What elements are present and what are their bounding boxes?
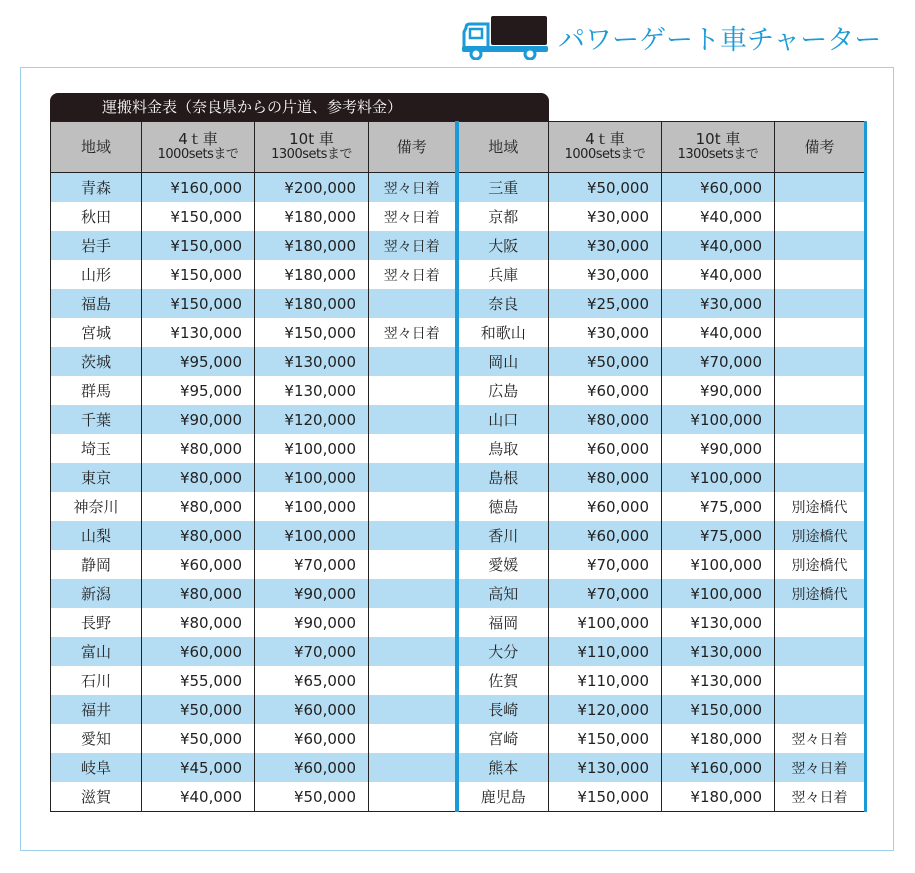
region-cell: 大分	[457, 637, 549, 666]
region-cell: 長野	[51, 608, 142, 637]
note-cell	[369, 434, 457, 463]
price-4t-cell: ¥130,000	[142, 318, 255, 347]
note-cell	[775, 289, 866, 318]
price-4t-cell: ¥100,000	[549, 608, 662, 637]
region-cell: 三重	[457, 173, 549, 203]
price-10t-cell: ¥180,000	[255, 289, 369, 318]
note-cell: 別途橋代	[775, 492, 866, 521]
price-4t-cell: ¥60,000	[549, 492, 662, 521]
table-row	[51, 405, 866, 434]
price-10t-cell: ¥70,000	[255, 550, 369, 579]
table-row	[51, 434, 866, 463]
price-4t-cell: ¥80,000	[142, 608, 255, 637]
region-cell: 熊本	[457, 753, 549, 782]
header-4t-right	[549, 122, 662, 173]
price-4t-cell: ¥50,000	[142, 695, 255, 724]
price-10t-cell: ¥130,000	[255, 347, 369, 376]
note-cell	[775, 173, 866, 203]
price-4t-cell: ¥150,000	[142, 231, 255, 260]
note-cell	[369, 637, 457, 666]
header-note-right: 備考	[775, 122, 866, 173]
note-cell: 翌々日着	[369, 260, 457, 289]
note-cell	[775, 637, 866, 666]
region-cell: 千葉	[51, 405, 142, 434]
note-cell: 翌々日着	[775, 753, 866, 782]
price-10t-cell: ¥30,000	[662, 289, 775, 318]
region-cell: 富山	[51, 637, 142, 666]
price-4t-cell: ¥150,000	[549, 724, 662, 753]
price-10t-cell: ¥130,000	[662, 637, 775, 666]
table-row	[51, 724, 866, 753]
note-cell: 別途橋代	[775, 579, 866, 608]
price-10t-cell: ¥40,000	[662, 260, 775, 289]
price-10t-cell: ¥90,000	[255, 579, 369, 608]
region-cell: 島根	[457, 463, 549, 492]
table-row	[51, 347, 866, 376]
region-cell: 山形	[51, 260, 142, 289]
note-cell	[775, 434, 866, 463]
price-4t-cell: ¥80,000	[142, 463, 255, 492]
table-row	[51, 753, 866, 782]
region-cell: 愛媛	[457, 550, 549, 579]
price-10t-cell: ¥180,000	[255, 202, 369, 231]
header-4t-capacity: 1000setsまで	[157, 147, 239, 162]
price-10t-cell: ¥40,000	[662, 318, 775, 347]
header-4t-title: 4ｔ車	[585, 130, 625, 148]
note-cell	[369, 347, 457, 376]
price-10t-cell: ¥180,000	[255, 260, 369, 289]
price-4t-cell: ¥150,000	[142, 202, 255, 231]
header-10t-capacity: 1300setsまで	[677, 147, 759, 162]
note-cell	[369, 724, 457, 753]
note-cell	[369, 666, 457, 695]
table-row	[51, 260, 866, 289]
note-cell	[369, 521, 457, 550]
region-cell: 神奈川	[51, 492, 142, 521]
table-row	[51, 695, 866, 724]
price-10t-cell: ¥50,000	[255, 782, 369, 812]
table-row	[51, 202, 866, 231]
table-row	[51, 289, 866, 318]
header-region-right: 地域	[457, 122, 549, 173]
price-4t-cell: ¥55,000	[142, 666, 255, 695]
note-cell	[775, 376, 866, 405]
price-10t-cell: ¥75,000	[662, 492, 775, 521]
region-cell: 滋賀	[51, 782, 142, 812]
region-cell: 鹿児島	[457, 782, 549, 812]
price-4t-cell: ¥130,000	[549, 753, 662, 782]
note-cell: 翌々日着	[775, 782, 866, 812]
note-cell: 別途橋代	[775, 550, 866, 579]
header-10t-right	[662, 122, 775, 173]
region-cell: 和歌山	[457, 318, 549, 347]
table-row	[51, 173, 866, 203]
price-10t-cell: ¥90,000	[662, 376, 775, 405]
region-cell: 鳥取	[457, 434, 549, 463]
note-cell	[775, 318, 866, 347]
region-cell: 大阪	[457, 231, 549, 260]
price-4t-cell: ¥60,000	[549, 434, 662, 463]
price-4t-cell: ¥150,000	[142, 260, 255, 289]
region-cell: 青森	[51, 173, 142, 203]
note-cell	[775, 608, 866, 637]
note-cell	[775, 260, 866, 289]
region-cell: 岡山	[457, 347, 549, 376]
region-cell: 奈良	[457, 289, 549, 318]
region-cell: 山梨	[51, 521, 142, 550]
header-10t-left	[255, 122, 369, 173]
price-10t-cell: ¥150,000	[662, 695, 775, 724]
price-10t-cell: ¥70,000	[662, 347, 775, 376]
price-10t-cell: ¥130,000	[662, 666, 775, 695]
header-4t-left	[142, 122, 255, 173]
region-cell: 長崎	[457, 695, 549, 724]
price-table-wrapper	[50, 121, 867, 812]
note-cell: 翌々日着	[369, 173, 457, 203]
price-10t-cell: ¥90,000	[255, 608, 369, 637]
region-cell: 岩手	[51, 231, 142, 260]
price-10t-cell: ¥180,000	[662, 724, 775, 753]
table-header-row	[51, 122, 866, 173]
price-10t-cell: ¥70,000	[255, 637, 369, 666]
price-10t-cell: ¥130,000	[662, 608, 775, 637]
region-cell: 群馬	[51, 376, 142, 405]
note-cell	[369, 289, 457, 318]
table-row	[51, 492, 866, 521]
price-4t-cell: ¥45,000	[142, 753, 255, 782]
price-10t-cell: ¥65,000	[255, 666, 369, 695]
region-cell: 秋田	[51, 202, 142, 231]
region-cell: 茨城	[51, 347, 142, 376]
note-cell	[775, 347, 866, 376]
note-cell	[369, 405, 457, 434]
table-body	[51, 173, 866, 812]
price-10t-cell: ¥90,000	[662, 434, 775, 463]
price-10t-cell: ¥180,000	[255, 231, 369, 260]
price-10t-cell: ¥100,000	[255, 463, 369, 492]
header-10t-title: 10t 車	[289, 130, 334, 148]
note-cell: 翌々日着	[369, 202, 457, 231]
region-cell: 山口	[457, 405, 549, 434]
header-10t-capacity: 1300setsまで	[271, 147, 352, 162]
note-cell: 翌々日着	[369, 318, 457, 347]
region-cell: 宮崎	[457, 724, 549, 753]
price-4t-cell: ¥30,000	[549, 318, 662, 347]
price-10t-cell: ¥100,000	[662, 579, 775, 608]
header-region-left: 地域	[51, 122, 142, 173]
price-10t-cell: ¥100,000	[255, 434, 369, 463]
table-title: 運搬料金表（奈良県からの片道、参考料金）	[50, 93, 549, 121]
price-4t-cell: ¥30,000	[549, 231, 662, 260]
region-cell: 東京	[51, 463, 142, 492]
table-row	[51, 521, 866, 550]
note-cell	[775, 695, 866, 724]
region-cell: 京都	[457, 202, 549, 231]
region-cell: 兵庫	[457, 260, 549, 289]
price-4t-cell: ¥95,000	[142, 376, 255, 405]
price-4t-cell: ¥40,000	[142, 782, 255, 812]
table-row	[51, 608, 866, 637]
price-4t-cell: ¥110,000	[549, 666, 662, 695]
price-4t-cell: ¥110,000	[549, 637, 662, 666]
price-4t-cell: ¥60,000	[142, 637, 255, 666]
note-cell: 翌々日着	[775, 724, 866, 753]
region-cell: 福井	[51, 695, 142, 724]
table-row	[51, 579, 866, 608]
table-row	[51, 318, 866, 347]
price-10t-cell: ¥100,000	[662, 405, 775, 434]
price-4t-cell: ¥70,000	[549, 550, 662, 579]
table-row	[51, 782, 866, 812]
header-4t-capacity: 1000setsまで	[564, 147, 646, 162]
region-cell: 福島	[51, 289, 142, 318]
table-row	[51, 637, 866, 666]
price-4t-cell: ¥160,000	[142, 173, 255, 203]
region-cell: 香川	[457, 521, 549, 550]
note-cell	[369, 550, 457, 579]
price-10t-cell: ¥75,000	[662, 521, 775, 550]
price-4t-cell: ¥25,000	[549, 289, 662, 318]
price-4t-cell: ¥90,000	[142, 405, 255, 434]
table-row	[51, 231, 866, 260]
table-row	[51, 550, 866, 579]
note-cell	[775, 666, 866, 695]
region-cell: 福岡	[457, 608, 549, 637]
note-cell	[369, 695, 457, 724]
price-10t-cell: ¥160,000	[662, 753, 775, 782]
price-10t-cell: ¥60,000	[255, 695, 369, 724]
price-4t-cell: ¥95,000	[142, 347, 255, 376]
region-cell: 静岡	[51, 550, 142, 579]
header-note-left: 備考	[369, 122, 457, 173]
price-10t-cell: ¥200,000	[255, 173, 369, 203]
price-4t-cell: ¥50,000	[142, 724, 255, 753]
note-cell	[775, 231, 866, 260]
note-cell	[369, 492, 457, 521]
note-cell	[775, 463, 866, 492]
note-cell	[369, 376, 457, 405]
price-10t-cell: ¥60,000	[662, 173, 775, 203]
price-4t-cell: ¥80,000	[142, 492, 255, 521]
note-cell: 別途橋代	[775, 521, 866, 550]
price-10t-cell: ¥40,000	[662, 202, 775, 231]
price-10t-cell: ¥60,000	[255, 724, 369, 753]
note-cell	[369, 608, 457, 637]
price-10t-cell: ¥100,000	[255, 492, 369, 521]
region-cell: 広島	[457, 376, 549, 405]
note-cell	[369, 463, 457, 492]
header-10t-title: 10t 車	[695, 130, 741, 148]
price-10t-cell: ¥130,000	[255, 376, 369, 405]
price-4t-cell: ¥150,000	[549, 782, 662, 812]
price-4t-cell: ¥70,000	[549, 579, 662, 608]
price-4t-cell: ¥30,000	[549, 260, 662, 289]
note-cell	[775, 405, 866, 434]
price-10t-cell: ¥100,000	[255, 521, 369, 550]
table-row	[51, 463, 866, 492]
price-10t-cell: ¥180,000	[662, 782, 775, 812]
price-4t-cell: ¥120,000	[549, 695, 662, 724]
region-cell: 徳島	[457, 492, 549, 521]
table-row	[51, 376, 866, 405]
price-4t-cell: ¥60,000	[142, 550, 255, 579]
price-4t-cell: ¥30,000	[549, 202, 662, 231]
note-cell	[369, 579, 457, 608]
table-row	[51, 666, 866, 695]
price-4t-cell: ¥50,000	[549, 173, 662, 203]
region-cell: 新潟	[51, 579, 142, 608]
price-4t-cell: ¥80,000	[142, 521, 255, 550]
note-cell	[369, 753, 457, 782]
price-4t-cell: ¥80,000	[142, 434, 255, 463]
price-4t-cell: ¥60,000	[549, 376, 662, 405]
price-10t-cell: ¥120,000	[255, 405, 369, 434]
region-cell: 埼玉	[51, 434, 142, 463]
note-cell	[775, 202, 866, 231]
brand-name: パワーゲート車チャーター	[558, 24, 882, 56]
price-4t-cell: ¥150,000	[142, 289, 255, 318]
price-4t-cell: ¥50,000	[549, 347, 662, 376]
region-cell: 愛知	[51, 724, 142, 753]
price-10t-cell: ¥40,000	[662, 231, 775, 260]
region-cell: 佐賀	[457, 666, 549, 695]
price-4t-cell: ¥80,000	[549, 405, 662, 434]
price-10t-cell: ¥150,000	[255, 318, 369, 347]
region-cell: 石川	[51, 666, 142, 695]
price-4t-cell: ¥80,000	[142, 579, 255, 608]
region-cell: 宮城	[51, 318, 142, 347]
region-cell: 岐阜	[51, 753, 142, 782]
price-10t-cell: ¥100,000	[662, 463, 775, 492]
price-table	[50, 121, 867, 812]
header-4t-title: 4ｔ車	[178, 130, 218, 148]
price-10t-cell: ¥60,000	[255, 753, 369, 782]
note-cell	[369, 782, 457, 812]
price-4t-cell: ¥80,000	[549, 463, 662, 492]
truck-icon	[458, 14, 550, 60]
price-4t-cell: ¥60,000	[549, 521, 662, 550]
brand-header	[458, 14, 881, 60]
note-cell: 翌々日着	[369, 231, 457, 260]
region-cell: 高知	[457, 579, 549, 608]
price-10t-cell: ¥100,000	[662, 550, 775, 579]
